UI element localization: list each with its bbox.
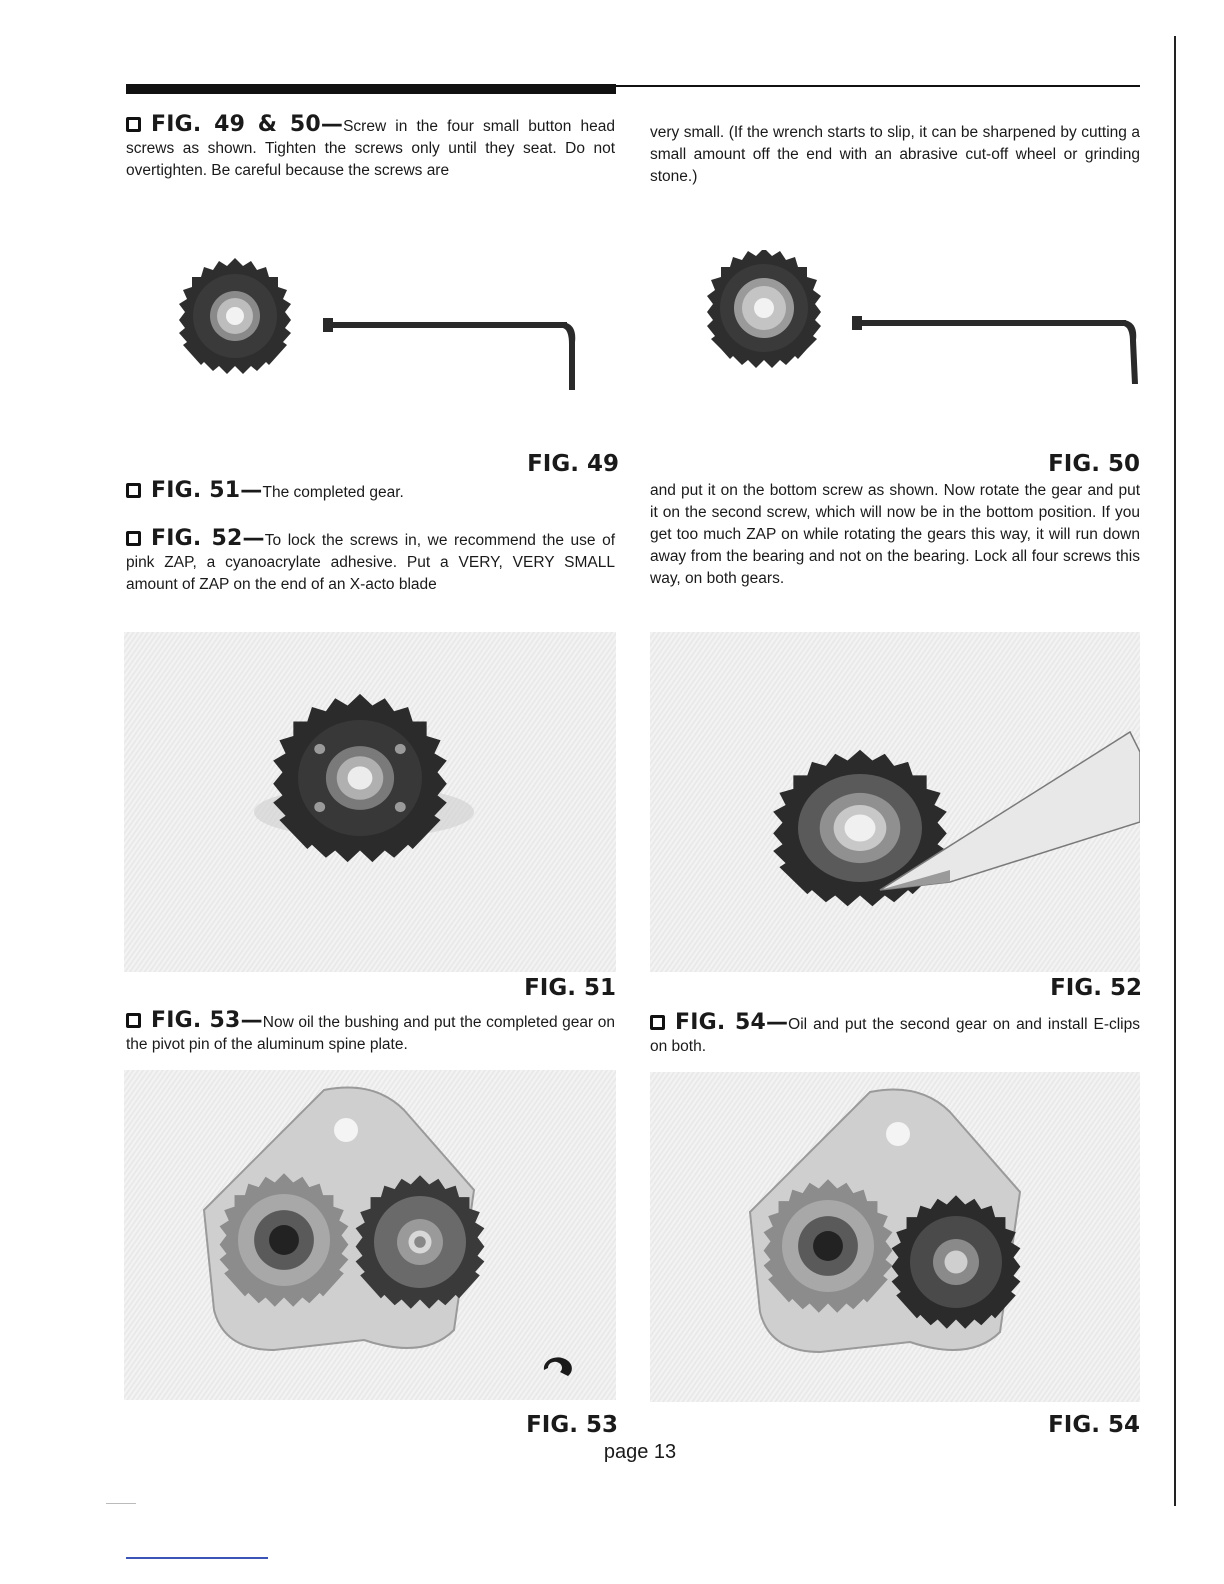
page-number: page 13: [603, 1441, 677, 1463]
continuation-paragraph-2: [650, 480, 1140, 590]
link-underline: [126, 1557, 268, 1559]
gear-with-wrench-illustration: [155, 250, 595, 400]
fig53-caption: FIG. 53: [526, 1412, 618, 1438]
continuation-text-1: very small. (If the wrench starts to slip, it can be sharpened by cutting a small amount off the end with an abrasive cut-off wheel or grinding stone.): [650, 124, 1140, 185]
fig51-text: The completed gear.: [262, 484, 404, 501]
fig54-text: Oil and put the second gear on and install E-clips on both.: [650, 1016, 1140, 1055]
checkbox-icon[interactable]: [126, 531, 141, 546]
spine-plate-gears-illustration: [124, 1070, 616, 1400]
fig52-text: To lock the screws in, we recommend the use of pink ZAP, a cyanoacrylate adhesive. Put a VERY, VERY SMALL amount of ZAP on the end of an X-acto blade: [126, 532, 615, 593]
fig53-text: Now oil the bushing and put the completed gear on the pivot pin of the aluminum spine plate.: [126, 1014, 615, 1053]
fig53-paragraph: [126, 1010, 615, 1056]
fig51-photo: [124, 632, 616, 972]
fig49-photo: [155, 250, 595, 400]
fig51-paragraph: [126, 480, 615, 504]
page-edge-line: [1174, 36, 1176, 1506]
header-rule-thick: [126, 84, 616, 94]
checkbox-icon[interactable]: [126, 483, 141, 498]
fig49-50-paragraph: [126, 114, 615, 182]
checkbox-icon[interactable]: [126, 117, 141, 132]
hex-wrench-icon: [327, 322, 567, 328]
checkbox-icon[interactable]: [126, 1013, 141, 1028]
continuation-text-2: and put it on the bottom screw as shown. Now rotate the gear and put it on the second screw, which will now be in the bottom position. If you get too much ZAP on while rotating the gears this way, it will run down away from the bearing and not on the bearing. Lock all four screws this way, on both gears.: [650, 482, 1140, 587]
hex-wrench-icon: [856, 320, 1126, 326]
fig51-lead: FIG. 51—: [151, 478, 263, 503]
continuation-paragraph-1: [650, 122, 1140, 188]
fig49-50-lead: FIG. 49 & 50—: [151, 112, 344, 137]
gear-with-wrench-illustration-2: [680, 250, 1150, 400]
fig53-photo: [124, 1070, 616, 1400]
fig54-photo: [650, 1072, 1140, 1402]
fig54-paragraph: [650, 1012, 1140, 1058]
header-rule-thin: [616, 85, 1140, 87]
fig50-caption: FIG. 50: [1048, 451, 1140, 477]
fig54-lead: FIG. 54—: [675, 1010, 789, 1035]
completed-gear-illustration: [124, 632, 616, 972]
fig53-lead: FIG. 53—: [151, 1008, 263, 1033]
scan-mark: [106, 1503, 136, 1504]
fig54-caption: FIG. 54: [1048, 1412, 1140, 1438]
checkbox-icon[interactable]: [650, 1015, 665, 1030]
fig51-caption: FIG. 51: [524, 975, 616, 1001]
fig49-50-text: Screw in the four small button head screws as shown. Tighten the screws only until they seat. Do not overtighten. Be careful because the screws are: [126, 118, 615, 179]
fig52-lead: FIG. 52—: [151, 526, 265, 551]
fig52-caption: FIG. 52: [1050, 975, 1142, 1001]
fig49-caption: FIG. 49: [527, 451, 619, 477]
fig50-photo: [680, 250, 1150, 400]
fig52-paragraph: [126, 528, 615, 596]
e-clip-icon: [544, 1357, 572, 1376]
fig52-photo: [650, 632, 1140, 972]
spine-plate-both-gears-illustration: [650, 1072, 1140, 1402]
gear-with-blade-illustration: [650, 632, 1140, 972]
